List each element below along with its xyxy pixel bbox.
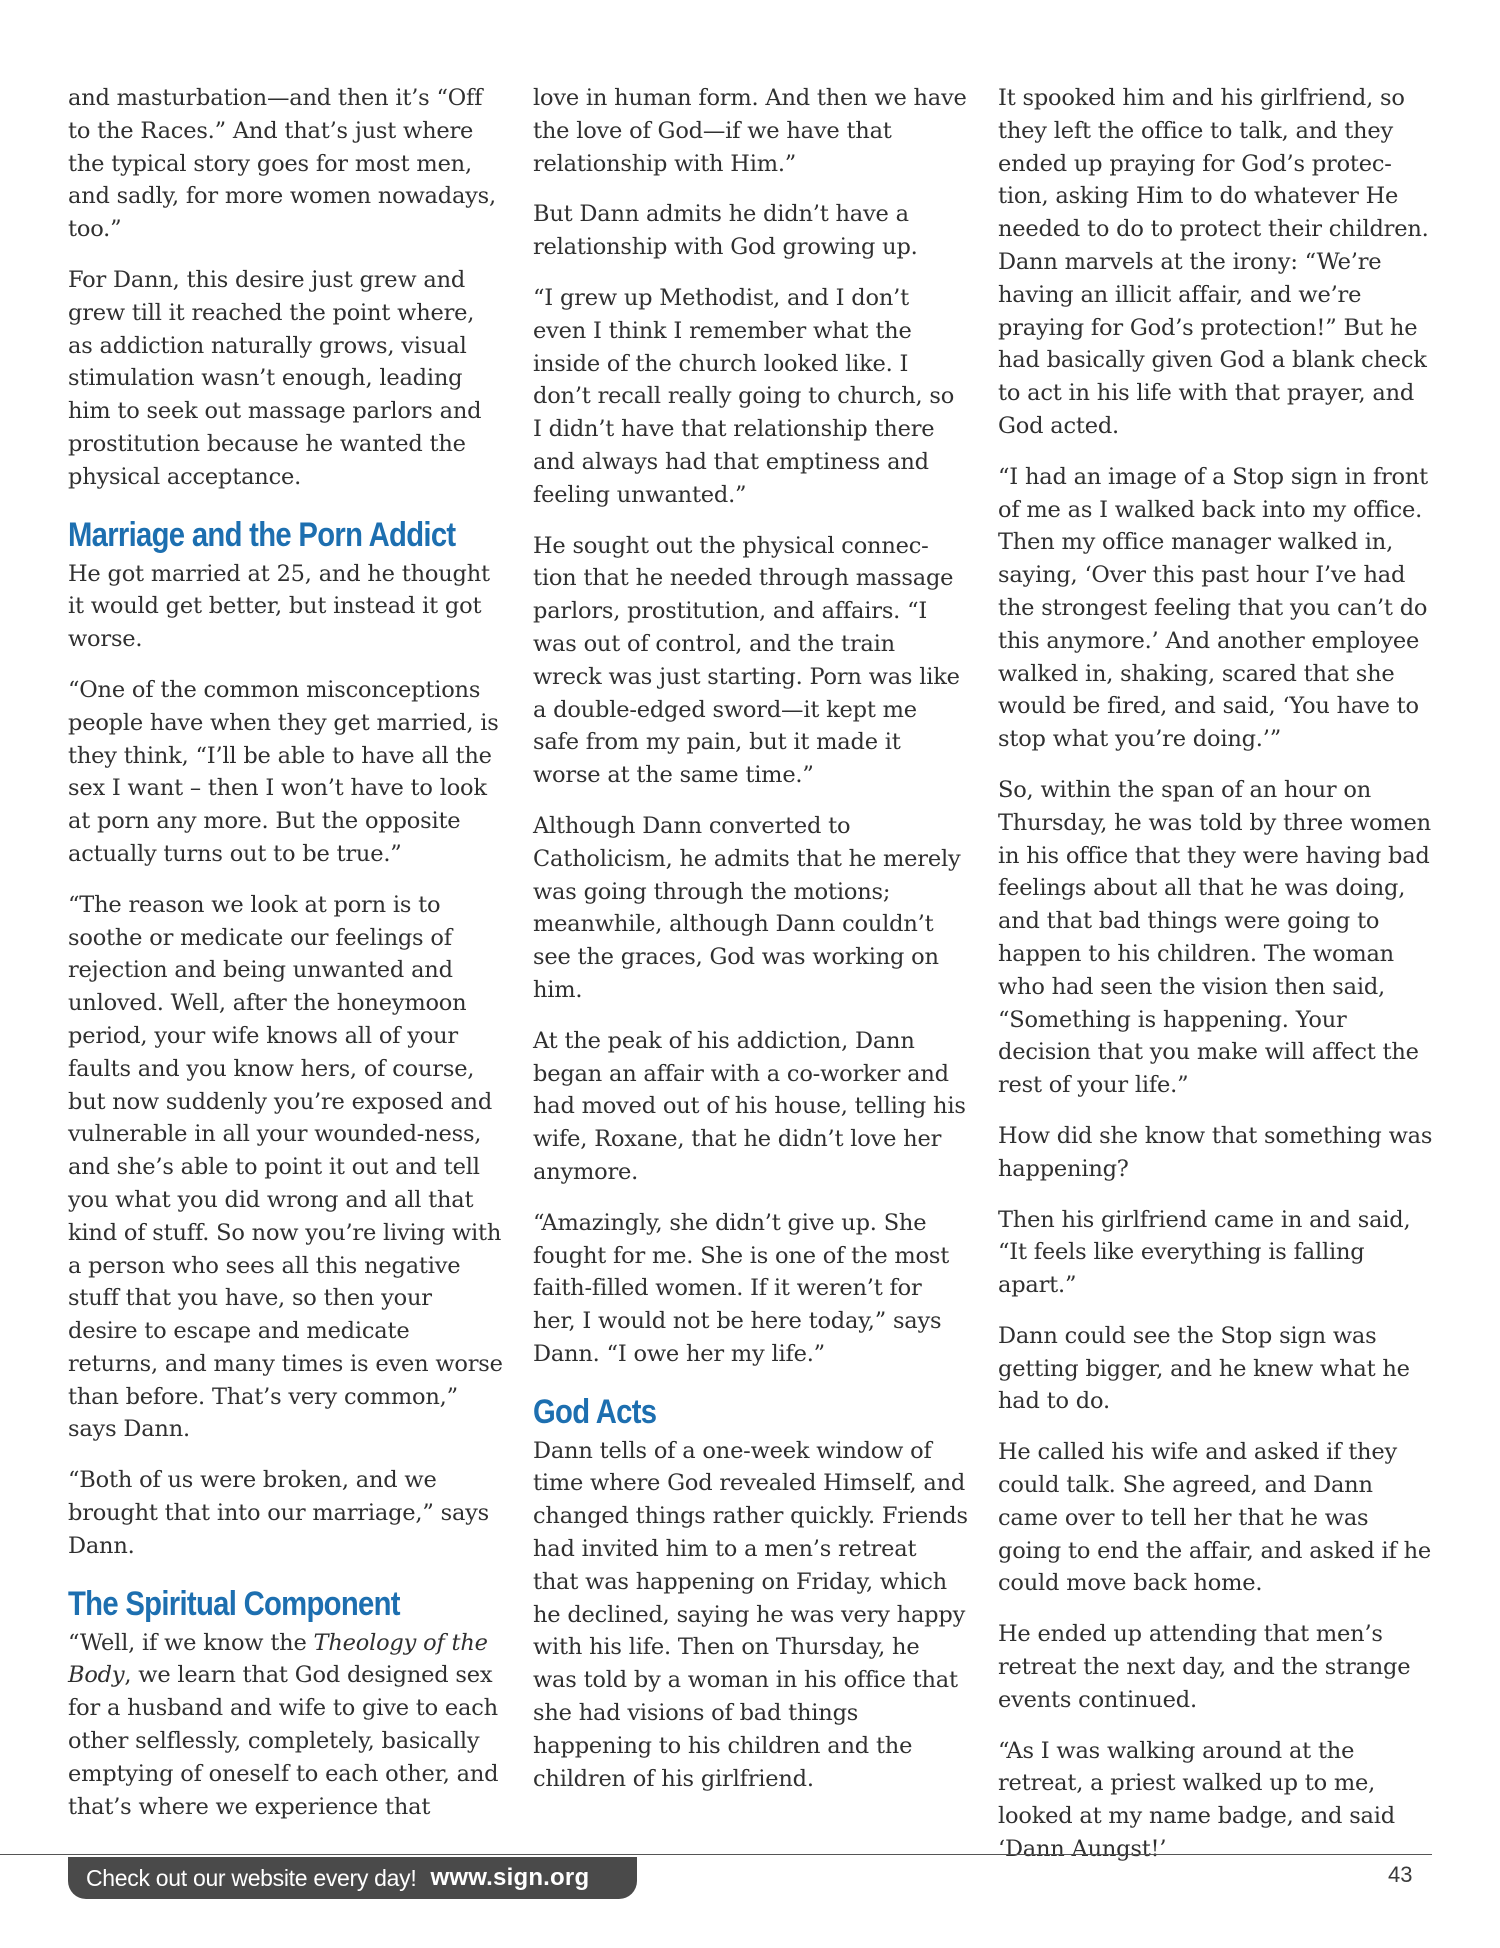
paragraph: love in human form. And then we have the love of God—if we have that relationship with Him.” <box>533 85 967 177</box>
paragraph: “The reason we look at porn is to soothe or medicate our feelings of rejection and being unwanted and unloved. Well, after the honeymoon period, your wife knows all of your faults and you know hers, of course, but now suddenly you’re exposed and vulnerable in all your wounded-ness, and she’s able to point it out and tell you what you did wrong and all that kind of stuff. So now you’re living with a person who sees all this negative stuff that you have, so then your desire to escape and medicate returns, and many times is even worse than before. That’s very common,” says Dann. <box>68 891 503 1443</box>
paragraph: How did she know that something was happening? <box>998 1122 1433 1182</box>
paragraph: He got married at 25, and he thought it would get better, but instead it got worse. <box>68 560 490 653</box>
footer-banner <box>68 1857 637 1899</box>
footer-text: Check out our website every day! <box>86 1864 417 1891</box>
paragraph: For Dann, this desire just grew and grew till it reached the point where, as addiction naturally grows, visual stimulation wasn’t enough, leading him to seek out massage parlors and prostitution because he wanted the physical acceptance. <box>68 266 482 490</box>
paragraph: So, within the span of an hour on Thursday, he was told by three women in his office that they were having bad feelings about all that he was doing, and that bad things were going to happen to his children. The woman who had seen the vision then said, “Something is happening. Your decision that you make will affect the rest of your life.” <box>998 776 1431 1099</box>
paragraph: “I had an image of a Stop sign in front of me as I walked back into my office. Then my office manager walked in, saying, ‘Over this past hour I’ve had the strongest feeling that you can’t do this anymore.’ And another employee walked in, shaking, scared that she would be fired, and said, ‘You have to stop what you’re doing.’” <box>998 463 1429 753</box>
paragraph-text: , we learn that God designed sex for a husband and wife to give to each other selflessly, completely, basically emptying of oneself to each other, and that’s where we experience that <box>68 1662 499 1820</box>
paragraph: He sought out the physical connec-tion that he needed through massage parlors, prostitution, and affairs. “I was out of control, and the train wreck was just starting. Porn was like a double-edged sword—it kept me safe from my pain, but it made it worse at the same time.” <box>533 532 960 789</box>
paragraph: “Both of us were broken, and we brought that into our marriage,” says Dann. <box>68 1467 490 1559</box>
paragraph-text: “Well, if we know the <box>68 1629 314 1656</box>
paragraph: At the peak of his addiction, Dann began an affair with a co-worker and had moved out of his house, telling his wife, Roxane, that he didn’t love her anymore. <box>533 1027 966 1185</box>
paragraph: “Amazingly, she didn’t give up. She fought for me. She is one of the most faith-filled women. If it weren’t for her, I would not be here today,” says Dann. “I owe her my life.” <box>533 1209 950 1367</box>
paragraph: “I grew up Methodist, and I don’t even I think I remember what the inside of the church looked like. I don’t recall really going to church, so I didn’t have that relationship there and always had that emptiness and feeling unwanted.” <box>533 284 955 508</box>
website-link[interactable]: www.sign.org <box>430 1864 590 1891</box>
paragraph: He called his wife and asked if they could talk. She agreed, and Dann came over to tell her that he was going to end the affair, and asked if he could move back home. <box>998 1439 1431 1597</box>
book-title: Theology of the Body <box>68 1629 488 1689</box>
paragraph: It spooked him and his girlfriend, so they left the office to talk, and they ended up praying for God’s protec-tion, asking Him to do whatever He needed to do to protect their children. Dann marvels at the irony: “We’re having an illicit affair, and we’re praying for God’s protection!” But he had basically given God a blank check to act in his life with that prayer, and God acted. <box>998 85 1429 439</box>
text-column-2 <box>533 82 968 1813</box>
paragraph: Dann tells of a one-week window of time where God revealed Himself, and changed things rather quickly. Friends had invited him to a men’s retreat that was happening on Friday, which he declined, saying he was very happy with his life. Then on Thursday, he was told by a woman in his office that she had visions of bad things happening to his children and the children of his girlfriend. <box>533 1437 968 1792</box>
section-heading: The Spiritual Component <box>68 1584 400 1623</box>
paragraph: Then his girlfriend came in and said, “It feels like everything is falling apart.” <box>998 1206 1411 1299</box>
paragraph: “As I was walking around at the retreat, a priest walked up to me, looked at my name badge, and said ‘Dann Aungst!’ <box>998 1737 1395 1863</box>
footer-divider <box>0 1854 1432 1855</box>
text-column-3 <box>998 82 1433 1884</box>
paragraph: He ended up attending that men’s retreat the next day, and the strange events continued. <box>998 1621 1411 1713</box>
paragraph: But Dann admits he didn’t have a relationship with God growing up. <box>533 201 918 261</box>
paragraph: “One of the common misconceptions people have when they get married, is they think, “I’ll be able to have all the sex I want – then I won’t have to look at porn any more. But the opposite actually turns out to be true.” <box>68 676 499 867</box>
paragraph <box>68 1627 503 1824</box>
section-heading: Marriage and the Porn Addict <box>68 515 456 554</box>
page-number: 43 <box>1388 1862 1413 1887</box>
text-column-1 <box>68 82 503 1841</box>
paragraph: Dann could see the Stop sign was getting bigger, and he knew what he had to do. <box>998 1322 1410 1415</box>
section-heading: God Acts <box>533 1392 657 1431</box>
paragraph: and masturbation—and then it’s “Off to the Races.” And that’s just where the typical story goes for most men, and sadly, for more women nowadays, too.” <box>68 85 496 243</box>
paragraph: Although Dann converted to Catholicism, he admits that he merely was going through the motions; meanwhile, although Dann couldn’t see the graces, God was working on him. <box>533 812 961 1003</box>
